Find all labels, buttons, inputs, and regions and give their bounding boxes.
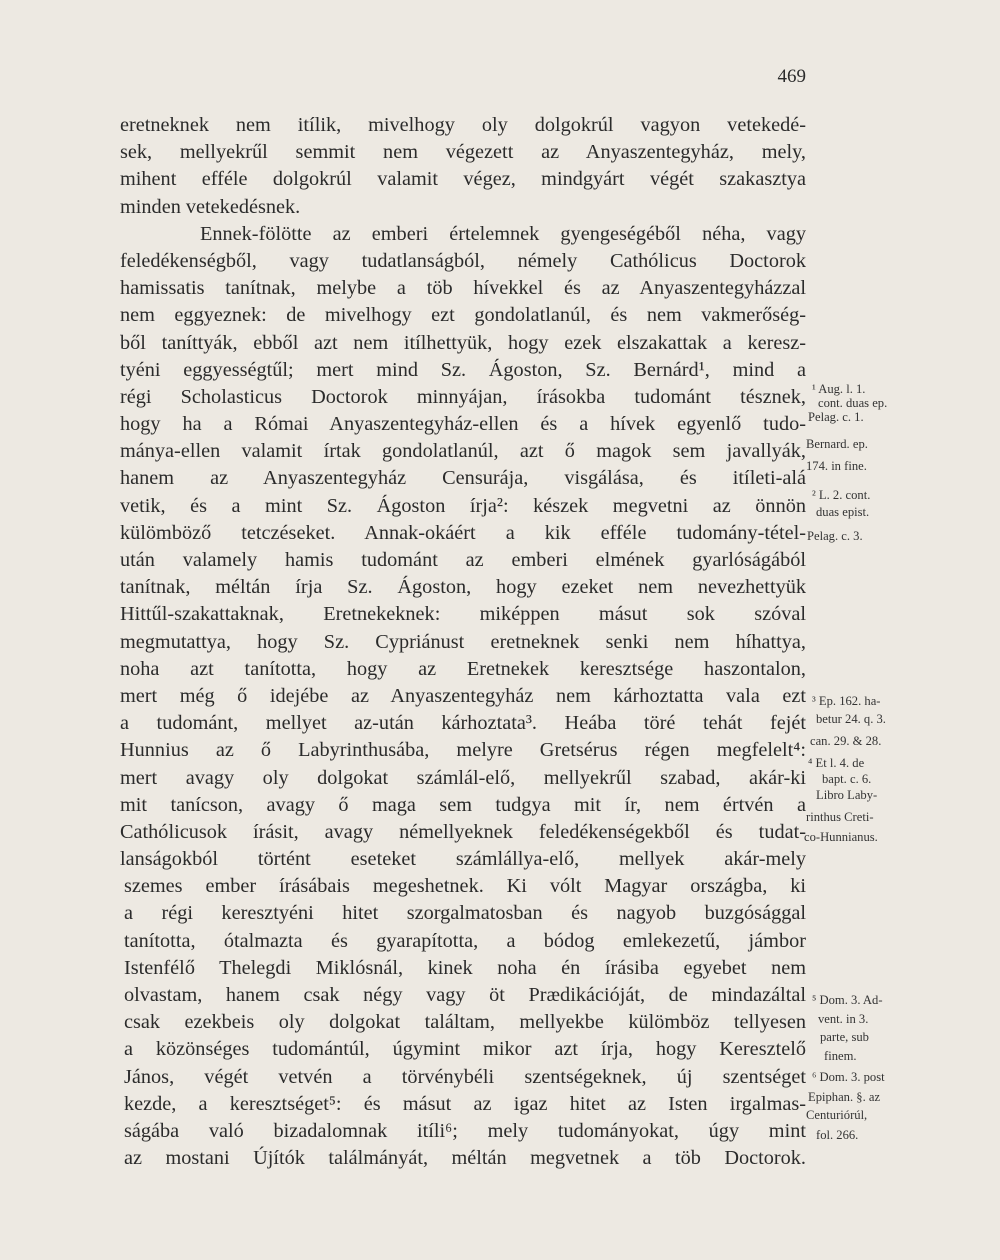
page-number: 469: [777, 66, 806, 87]
text-line: feledékenségből, vagy tudatlanságból, némely Cathólicus Doctorok: [120, 249, 806, 272]
text-line: noha azt tanította, hogy az Eretnekek keresztsége haszontalon,: [120, 657, 806, 680]
margin-note-line: Epiphan. §. az: [808, 1090, 881, 1104]
margin-note-line: ⁶ Dom. 3. post: [812, 1070, 885, 1084]
text-line: hogy ha a Római Anyaszentegyház-ellen és a hívek egyenlő tudo-: [120, 413, 806, 436]
margin-note-line: vent. in 3.: [818, 1012, 869, 1026]
text-line: Hittűl-szakattaknak, Eretnekeknek: miképpen másut sok szóval: [120, 603, 806, 626]
margin-note-line: ² L. 2. cont.: [812, 488, 871, 502]
text-line: szemes ember írásábais megeshetnek. Ki vólt Magyar országba, ki: [124, 875, 806, 898]
margin-note-line: Centuriórúl,: [806, 1108, 868, 1122]
text-line: Istenfélő Thelegdi Miklósnál, kinek noha én írásiba egyebet nem: [124, 956, 806, 979]
text-line: régi Scholasticus Doctorok minnyájan, írásokba tudománt tésznek,: [120, 385, 806, 408]
margin-note-line: Pelag. c. 1.: [808, 410, 864, 424]
text-line: lanságokból történt eseteket számlállya-elő, mellyek akár-mely: [120, 848, 806, 871]
text-line: a tudománt, mellyet az-után kárhoztata³. Heába töré tehát fejét: [120, 712, 806, 735]
text-line: után valamely hamis tudománt az emberi elmének gyarlóságából: [120, 549, 806, 571]
text-line: Ennek-fölötte az emberi értelemnek gyengeségéből néha, vagy: [200, 222, 806, 245]
text-line: eretneknek nem itílik, mivelhogy oly dolgokrúl vagyon vetekedé-: [120, 114, 806, 136]
text-line: csak ezekbeis oly dolgokat találtam, mellyekbe külömböz tellyesen: [124, 1011, 806, 1034]
text-line: tyéni eggyességtűl; mert mind Sz. Ágoston, Sz. Bernárd¹, mind a: [120, 358, 806, 381]
margin-note-line: ⁵ Dom. 3. Ad-: [812, 993, 883, 1007]
text-line: nem eggyeznek: de mivelhogy ezt gondolatlanúl, és nem vakmerőség-: [120, 304, 806, 327]
margin-note-line: Bernard. ep.: [806, 437, 868, 451]
margin-notes: [804, 0, 998, 1260]
margin-note-line: fol. 266.: [816, 1128, 859, 1142]
margin-note-line: 174. in fine.: [806, 459, 867, 473]
margin-note-line: Libro Laby-: [816, 788, 878, 802]
text-line: sek, mellyekrűl semmit nem végezett az Anyaszentegyház, mely,: [120, 141, 806, 164]
text-line: János, végét vetvén a törvénybéli szentségeknek, új szentséget: [124, 1065, 806, 1088]
text-line: mánya-ellen valamit írtak gondolatlanúl, azt ő magok sem javallyák,: [120, 440, 806, 463]
margin-note-line: duas epist.: [816, 505, 870, 519]
text-line: az mostani Újítók találmányát, méltán megvetnek a töb Doctorok.: [124, 1147, 806, 1170]
text-line: olvastam, hanem csak négy vagy öt Prædikációját, de mindazáltal: [124, 984, 806, 1006]
margin-note-line: can. 29. & 28.: [810, 734, 882, 748]
margin-note-line: betur 24. q. 3.: [816, 712, 886, 726]
margin-note-line: Pelag. c. 3.: [807, 529, 863, 543]
text-line: tanítnak, méltán írja Sz. Ágoston, hogy ezeket nem nevezhettyük: [120, 576, 806, 599]
margin-note-line: ³ Ep. 162. ha-: [812, 694, 881, 708]
text-line: Hunnius az ő Labyrinthusába, melyre Gretsérus régen megfelelt⁴:: [120, 739, 806, 762]
text-line: vetik, és a mint Sz. Ágoston írja²: készek megvetni az önnön: [120, 494, 806, 517]
text-line: mert avagy oly dolgokat számlál-elő, mellyekrűl szabad, akár-ki: [120, 766, 806, 789]
text-line: mert még ő idejébe az Anyaszentegyház nem kárhoztatta vala ezt: [120, 684, 806, 707]
text-line: hanem az Anyaszentegyház Censurája, visgálása, és itíleti-alá: [120, 467, 806, 490]
text-line: ből taníttyák, ebből azt nem itílhettyük, hogy ezek elszakattak a keresz-: [120, 331, 806, 354]
text-line: ságába való bizadalomnak itíli⁶; mely tudományokat, úgy mint: [124, 1119, 806, 1142]
margin-note-line: cont. duas ep.: [818, 396, 888, 410]
margin-note-line: rinthus Creti-: [806, 810, 874, 824]
margin-note-line: ¹ Aug. l. 1.: [812, 382, 866, 396]
text-line: hamissatis tanítnak, melybe a töb hívekkel és az Anyaszentegyházzal: [120, 277, 806, 300]
text-line: mit tanícson, avagy ő maga sem tudgya mit ír, nem értvén a: [120, 793, 806, 816]
text-line: külömböző tetczéseket. Annak-okáért a kik efféle tudomány-tétel-: [120, 521, 806, 544]
text-line: a közönséges tudomántúl, úgymint mikor azt írja, hogy Keresztelő: [124, 1038, 806, 1061]
main-text-column: [120, 112, 806, 1172]
text-line: a régi keresztyéni hitet szorgalmatosban és nagyob buzgósággal: [124, 902, 806, 925]
margin-note-line: ⁴ Et l. 4. de: [808, 756, 865, 770]
margin-note-line: co-Hunnianus.: [804, 830, 878, 844]
text-line: minden vetekedésnek.: [120, 195, 301, 218]
margin-note-line: bapt. c. 6.: [822, 772, 872, 786]
text-line: tanította, ótalmazta és gyarapította, a bódog emlekezetű, jámbor: [124, 929, 806, 952]
margin-note-line: finem.: [824, 1049, 857, 1063]
margin-note-line: parte, sub: [820, 1030, 869, 1044]
text-line: mihent efféle dolgokrúl valamit végez, mindgyárt végét szakasztya: [120, 168, 806, 191]
text-line: Cathólicusok írásit, avagy némellyeknek feledékenségekből és tudat-: [120, 820, 806, 843]
text-line: kezde, a keresztséget⁵: és másut az igaz hitet az Isten irgalmas-: [124, 1092, 806, 1115]
text-line: megmutattya, hogy Sz. Cypriánust eretneknek senki nem híhattya,: [120, 630, 806, 653]
